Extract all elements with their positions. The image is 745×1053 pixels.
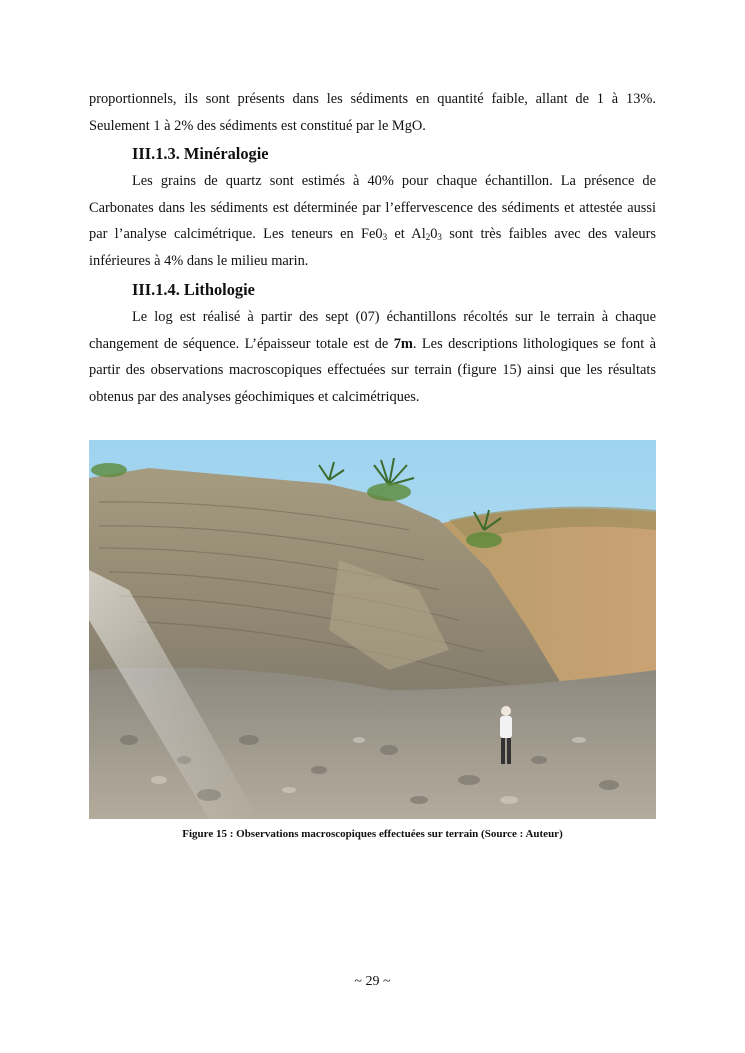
text-run: Les grains de quartz sont estimés à 40% pour chaque échantillon. La présence de Carbonates dans les sédiments est déterminée par l’effervescence des sédiments et attestée aussi par l’analyse calcimétrique. Les teneurs en Fe0 bbox=[89, 173, 656, 242]
text-run: sont très faibles avec des valeurs inférieures à 4% dans le milieu marin. bbox=[89, 226, 656, 269]
field-outcrop-photo bbox=[89, 440, 656, 819]
paragraph-mineralogie bbox=[89, 168, 656, 274]
subscript: 3 bbox=[382, 232, 388, 242]
text-run: et Al bbox=[387, 226, 426, 242]
page-number: ~ 29 ~ bbox=[354, 974, 391, 989]
text-run: Le log est réalisé à partir des sept (07) échantillons récoltés sur le terrain à chaque changement de séquence. L’épaisseur totale est de bbox=[89, 309, 656, 352]
subscript: 2 bbox=[425, 232, 431, 242]
document-body bbox=[89, 86, 656, 410]
heading-mineralogie: III.1.3. Minéralogie bbox=[132, 144, 269, 163]
paragraph-major-elements: proportionnels, ils sont présents dans les sédiments en quantité faible, allant de 1 à 13%. Seulement 1 à 2% des sédiments est constitué par le MgO. bbox=[89, 91, 656, 134]
text-run: 0 bbox=[430, 226, 438, 242]
subscript: 3 bbox=[437, 232, 442, 242]
heading-lithologie: III.1.4. Lithologie bbox=[132, 280, 255, 299]
text-run: . Les descriptions lithologiques se font à partir des observations macroscopiques effectuées sur terrain (figure 15) ainsi que les résultats obtenus par des analyses géochimiques et calcimétriques. bbox=[89, 335, 656, 405]
bold-thickness-value: 7m bbox=[393, 335, 413, 352]
paragraph-lithologie bbox=[89, 304, 656, 410]
figure-caption: Figure 15 : Observations macroscopiques effectuées sur terrain (Source : Auteur) bbox=[182, 828, 563, 840]
